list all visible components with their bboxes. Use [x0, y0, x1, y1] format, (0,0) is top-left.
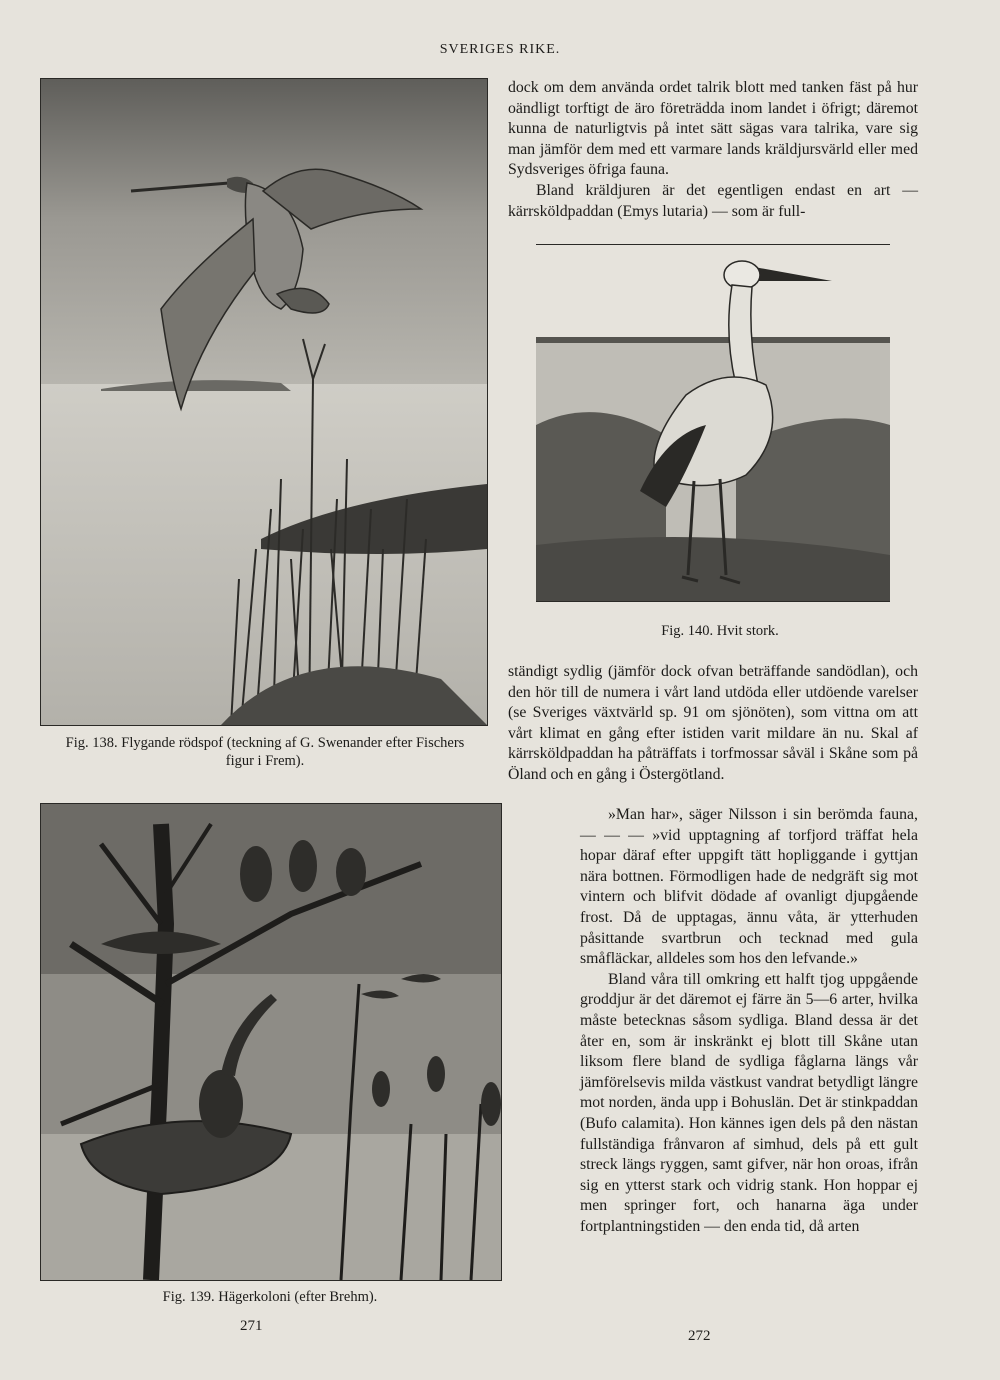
text-block-top — [508, 78, 918, 222]
paragraph-4: »Man har», säger Nilsson i sin berömda fauna, — — — »vid upptagning af torfjord träffat hela hopar däraf efter uppgift tätt hopliggande i gyttjan nära bottnen. Förmodligen hade de nedgräft sig mot vintern och blifvit dödade af ovanligt djupgående frost. Då de upptagas, ännu våta, är ytterhuden påsittande svartbrun och tecknad med gula småfläckar, alldeles som hos den lefvande.» — [580, 806, 918, 968]
godwit-illustration — [41, 79, 487, 725]
page-number-right: 272 — [688, 1328, 711, 1344]
paragraph-5: Bland våra till omkring ett halft tjog uppgående groddjur är det däremot ej färre än 5—6 arter, hvilka måste betecknas såsom sydliga. Bland dessa är det åter en, som är inskränkt ej blott till Skåne utan liksom flere bland de sydliga fåglarna längs vår jämförelsevis milda västkust vandrat betydligt längre mot norden, ända upp i Bohuslän. Det är stinkpaddan (Bufo calamita). Hon kännes igen dels på den nästan fullständiga frånvaron af simhud, dels på ett gult streck längs ryggen, samt gifver, när hon oroas, ifrån sig en ytterst stark och vidrig stank. Hon hoppar ej men springer fort, och hanarna äga under fortplantningstiden — den enda tid, då arten — [580, 970, 918, 1235]
text-block-bottom — [580, 805, 918, 1237]
stork-illustration — [536, 245, 890, 601]
figure-139-heron-colony — [40, 803, 502, 1281]
running-header: SVERIGES RIKE. — [439, 42, 561, 57]
figure-140-white-stork — [536, 244, 890, 602]
paragraph-3: ständigt sydlig (jämför dock ofvan beträffande sandödlan), och den hör till de numera i vårt land utdöda eller utdöende varelser (se Sveriges växtvärld sp. 91 om sjönöten), som vittna om att vårt klimat en gång efter istiden varit mildare än nu. Skal af kärrsköldpaddan ha påträffats i torfmossar såväl i Skåne som på Öland och en gång i Östergötland. — [508, 663, 918, 783]
paragraph-2: Bland kräldjuren är det egentligen endast en art — kärrsköldpaddan (Emys lutaria) — som är full- — [508, 181, 918, 220]
paragraph-1: dock om dem använda ordet talrik blott med tanken fäst på hur oändligt torftigt de äro företrädda inom landet i öfrigt; däremot kunna de naturligtvis på intet sätt sägas vara talrika, vare sig man jämför dem med ett varmare lands kräldjursvärld eller med Sydsveriges öfriga fauna. — [508, 79, 918, 179]
text-block-middle — [508, 662, 918, 786]
figure-139-caption: Fig. 139. Hägerkoloni (efter Brehm). — [162, 1289, 378, 1305]
figure-138-flying-godwit — [40, 78, 488, 726]
heron-colony-illustration — [41, 804, 501, 1280]
page-number-left: 271 — [240, 1318, 263, 1334]
figure-140-caption: Fig. 140. Hvit stork. — [661, 623, 779, 639]
figure-138-caption: Fig. 138. Flygande rödspof (teckning af G. Swenander efter Fischers figur i Frem). — [65, 735, 465, 769]
